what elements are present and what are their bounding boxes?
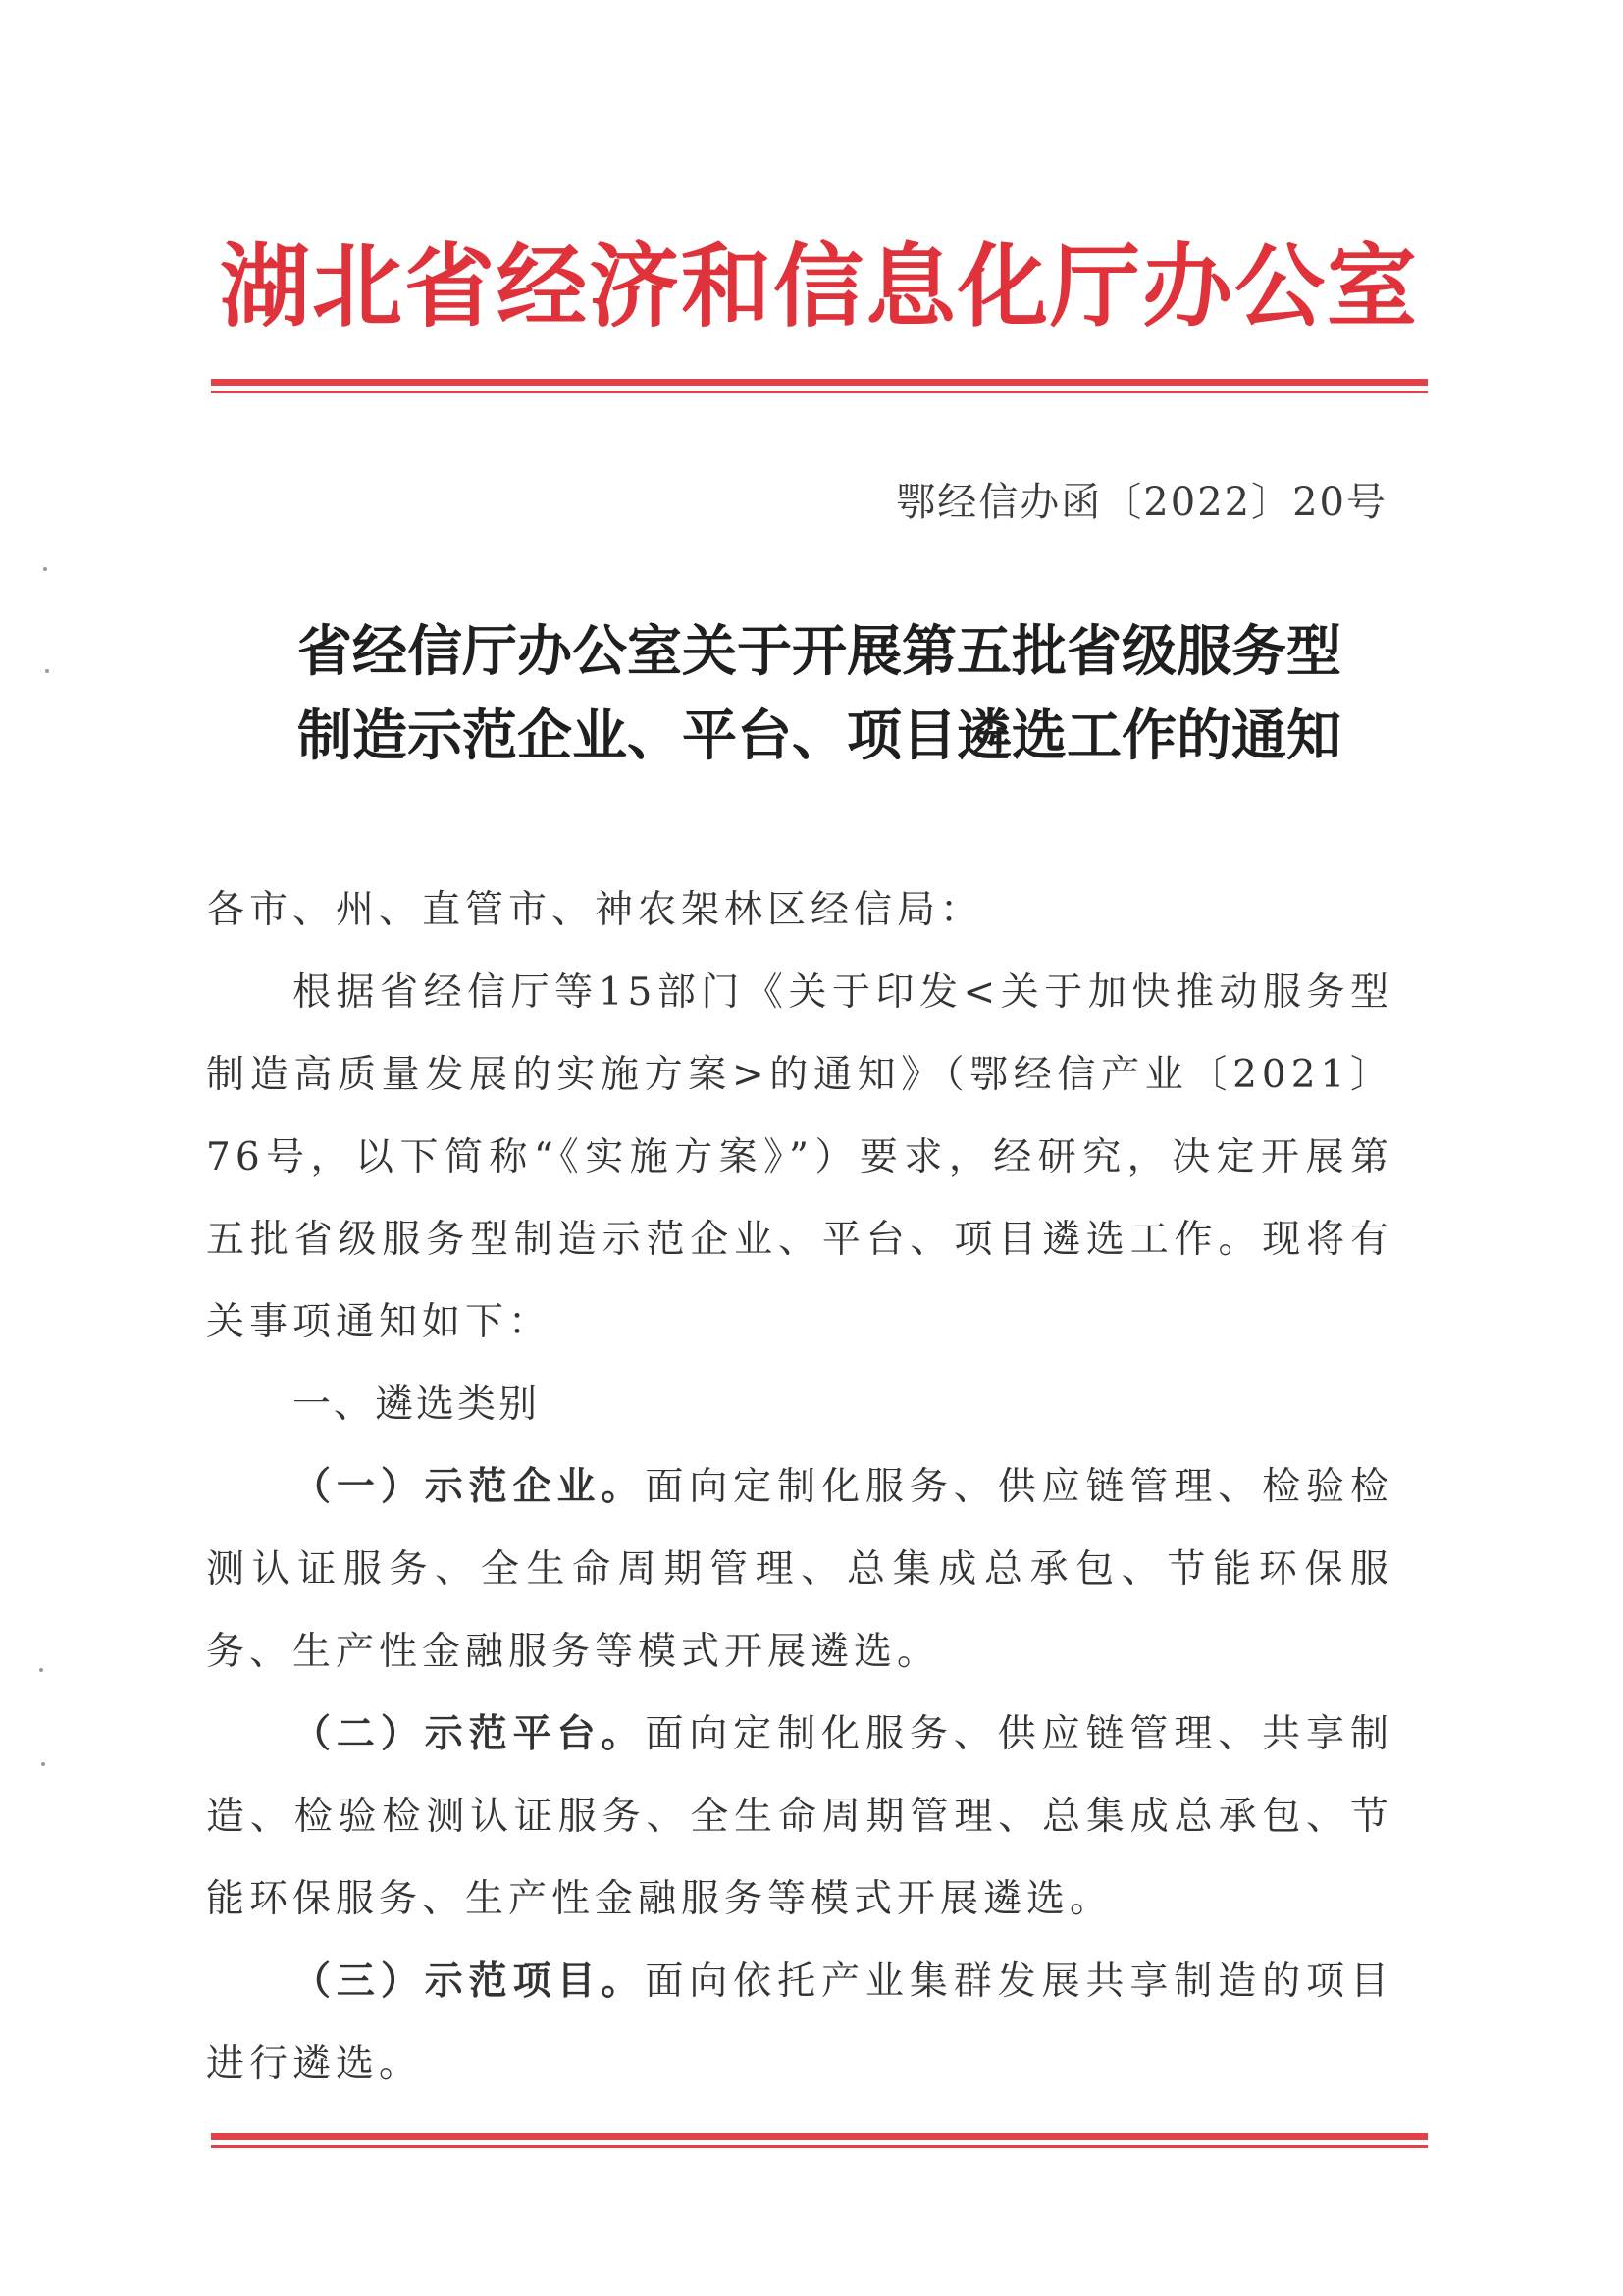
scan-speck (39, 1668, 43, 1672)
category-item-lead: （二）示范平台。 (292, 1712, 646, 1756)
document-title-line-1: 省经信厅办公室关于开展第五批省级服务型 (297, 620, 1341, 684)
scan-speck (41, 1762, 45, 1766)
category-item-lead: （一）示范企业。 (292, 1465, 646, 1509)
salutation: 各市、州、直管市、神农架林区经信局： (206, 888, 984, 932)
category-item-platform (206, 1694, 1393, 1941)
category-item-text: 面向依托产业集群发展共享制造的项目进行遴选。 (206, 1959, 1393, 2086)
footer-red-rule (211, 2133, 1428, 2148)
category-item-text: 面向定制化服务、供应链管理、检验检测认证服务、全生命周期管理、总集成总承包、节能环保服务、生产性金融服务等模式开展遴选。 (206, 1465, 1393, 1674)
section-heading-selection-categories: 一、遴选类别 (292, 1383, 541, 1427)
scan-speck (43, 567, 47, 571)
category-item-enterprise (206, 1446, 1393, 1694)
document-number: 鄂经信办函〔2022〕20号 (896, 480, 1387, 525)
category-item-text: 面向定制化服务、供应链管理、共享制造、检验检测认证服务、全生命周期管理、总集成总承包、节能环保服务、生产性金融服务等模式开展遴选。 (206, 1712, 1393, 1921)
issuing-organization-header: 湖北省经济和信息化厅办公室 (219, 235, 1419, 339)
header-red-rule (211, 379, 1428, 393)
document-body (206, 869, 1393, 2106)
document-title-line-2: 制造示范企业、平台、项目遴选工作的通知 (297, 704, 1341, 768)
document-title (211, 610, 1428, 779)
scan-speck (45, 669, 49, 673)
intro-paragraph: 根据省经信厅等15部门《关于印发<关于加快推动服务型制造高质量发展的实施方案>的通知》（鄂经信产业〔2021〕76号，以下简称“《实施方案》”）要求，经研究，决定开展第五批省级服务型制造示范企业、平台、项目遴选工作。现将有关事项通知如下： (206, 970, 1393, 1344)
category-item-project (206, 1941, 1393, 2106)
category-item-lead: （三）示范项目。 (292, 1959, 646, 2004)
